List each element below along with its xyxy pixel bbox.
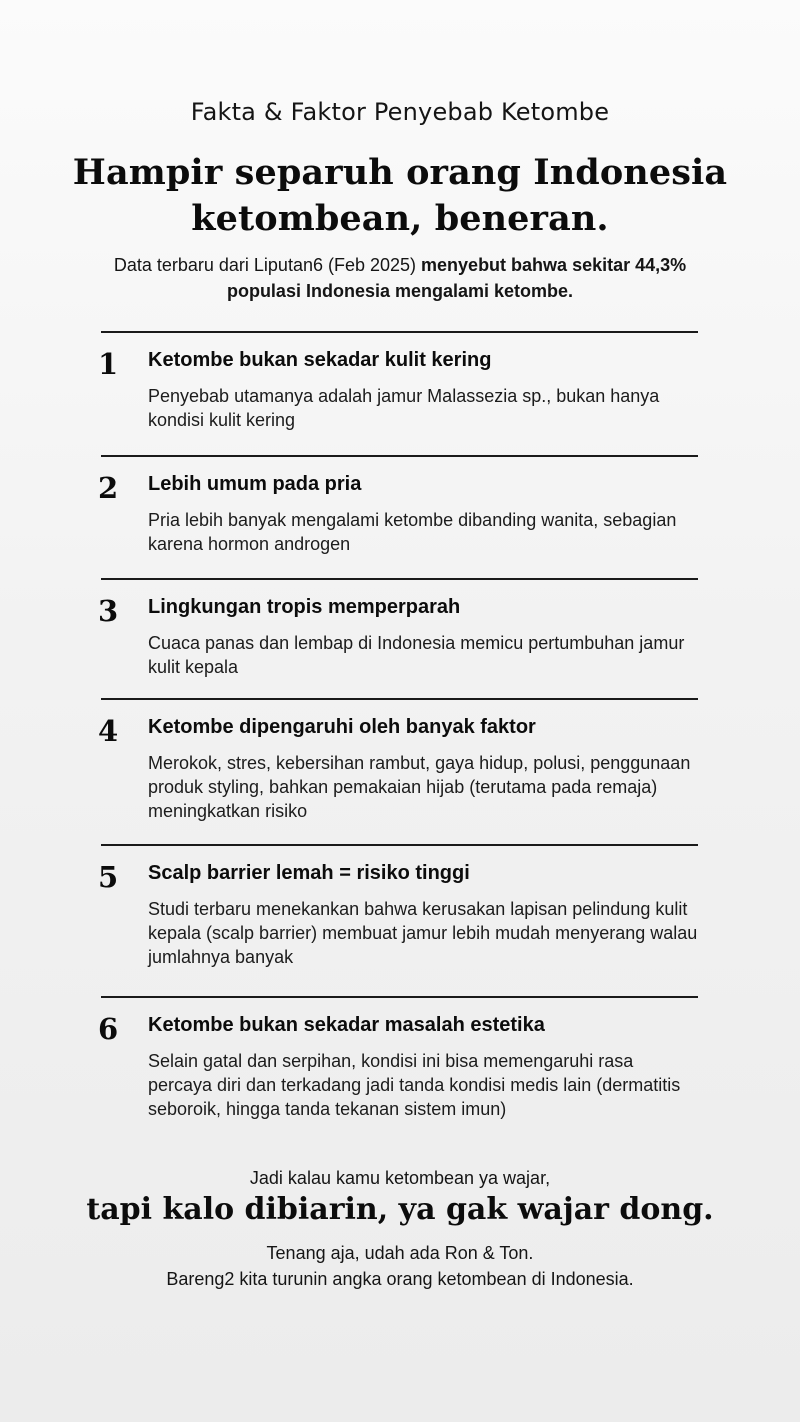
fact-item — [98, 996, 698, 1138]
outro-headline: tapi kalo dibiarin, ya gak wajar dong. — [86, 1192, 714, 1227]
fact-body: Pria lebih banyak mengalami ketombe dibanding wanita, sebagian karena hormon androgen — [148, 510, 677, 554]
fact-title: Ketombe bukan sekadar masalah estetika — [148, 1014, 545, 1036]
intro-paragraph — [60, 252, 740, 304]
fact-item — [98, 455, 698, 578]
fact-item — [98, 844, 698, 996]
fact-number: 4 — [98, 714, 119, 748]
fact-body: Cuaca panas dan lembap di Indonesia memicu pertumbuhan jamur kulit kepala — [148, 633, 685, 677]
fact-number: 6 — [98, 1012, 119, 1046]
fact-title: Lebih umum pada pria — [148, 473, 362, 495]
fact-item — [98, 698, 698, 844]
outro-tail-line-1: Tenang aja, udah ada Ron & Ton. — [266, 1243, 534, 1263]
outro-tail — [0, 1240, 800, 1292]
headline — [0, 150, 800, 242]
fact-title: Ketombe bukan sekadar kulit kering — [148, 349, 492, 371]
intro-plain-text: Data terbaru dari Liputan6 (Feb 2025) — [113, 255, 422, 275]
fact-body: Selain gatal dan serpihan, kondisi ini bisa memengaruhi rasa percaya diri dan terkadang jadi tanda kondisi medis lain (dermatitis seboroik, hingga tanda tekanan sistem imun) — [148, 1051, 681, 1119]
intro-bold-text-1: menyebut bahwa sekitar 44,3% — [421, 255, 687, 275]
fact-item — [98, 578, 698, 698]
fact-number: 2 — [98, 471, 119, 505]
fact-body: Studi terbaru menekankan bahwa kerusakan lapisan pelindung kulit kepala (scalp barrier) membuat jamur lebih mudah menyerang walau jumlahnya banyak — [148, 899, 698, 967]
outro-tail-line-2: Bareng2 kita turunin angka orang ketombean di Indonesia. — [166, 1269, 634, 1289]
facts-list — [98, 331, 698, 1138]
fact-title: Ketombe dipengaruhi oleh banyak faktor — [148, 716, 536, 738]
fact-body: Merokok, stres, kebersihan rambut, gaya hidup, polusi, penggunaan produk styling, bahkan pemakaian hijab (terutama pada remaja) meningkatkan risiko — [148, 753, 691, 821]
headline-line-2: ketombean, beneran. — [191, 198, 609, 239]
fact-title: Scalp barrier lemah = risiko tinggi — [148, 862, 470, 884]
fact-number: 5 — [98, 860, 119, 894]
fact-body: Penyebab utamanya adalah jamur Malassezia sp., bukan hanya kondisi kulit kering — [148, 386, 660, 430]
kicker: Fakta & Faktor Penyebab Ketombe — [190, 98, 610, 126]
outro-lead: Jadi kalau kamu ketombean ya wajar, — [249, 1168, 551, 1188]
fact-item — [98, 331, 698, 455]
intro-bold-text-2: populasi Indonesia mengalami ketombe. — [226, 281, 574, 301]
fact-number: 1 — [98, 347, 119, 381]
headline-line-1: Hampir separuh orang Indonesia — [72, 152, 728, 193]
fact-title: Lingkungan tropis memperparah — [148, 596, 461, 618]
fact-number: 3 — [98, 594, 119, 628]
